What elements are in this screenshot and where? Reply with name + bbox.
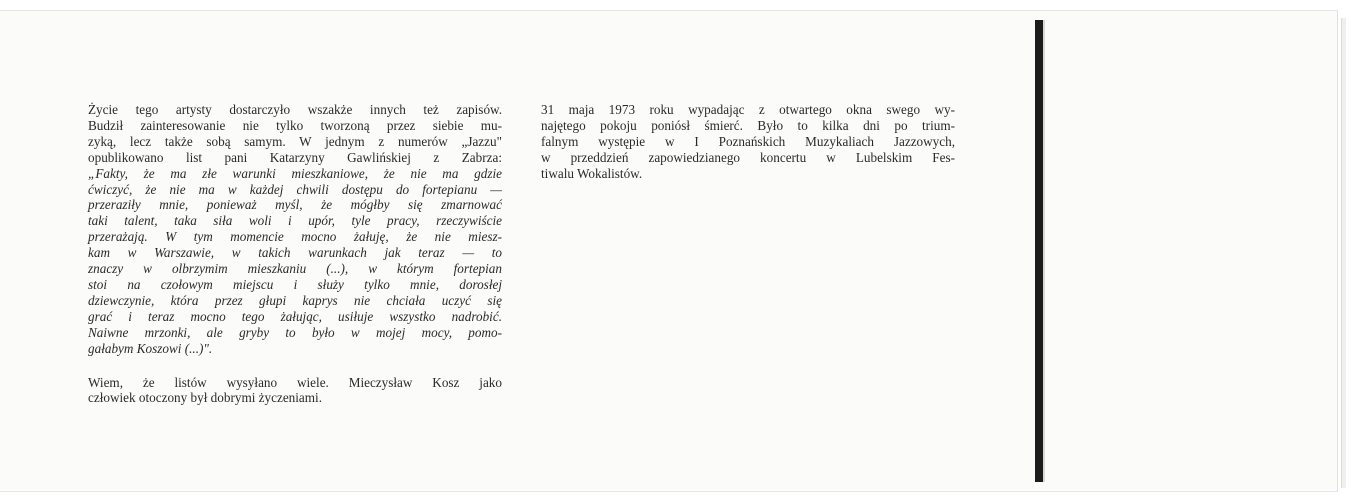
- text-line: w przeddzień zapowiedzianego koncertu w Lubelskim Fes-: [541, 149, 955, 165]
- quote-line: ćwiczyć, że nie ma w każdej chwili dostępu do fortepianu —: [88, 181, 502, 197]
- text-line: człowiek otoczony był dobrymi życzeniami.: [88, 390, 323, 406]
- quote-line: kam w Warszawie, w takich warunkach jak teraz — to: [88, 245, 502, 261]
- left-paragraph-2: [88, 375, 502, 407]
- fold-divider: [1035, 20, 1043, 482]
- text-line: 31 maja 1973 roku wypadając z otwartego okna swego wy-: [541, 102, 955, 117]
- quote-line: grać i teraz mocno tego żałując, usiłuje wszystko nadrobić.: [88, 308, 502, 324]
- text-line: najętego pokoju poniósł śmierć. Było to kilka dni po trium-: [541, 117, 955, 133]
- fold-shadow: [1043, 20, 1045, 482]
- text-line: Budził zainteresowanie nie tylko tworzoną przez siebie mu-: [88, 117, 502, 133]
- left-paragraph-1: [88, 102, 502, 166]
- quote-line: przeraziły mnie, ponieważ myśl, że mógłby się zmarnować: [88, 197, 502, 213]
- paragraph-spacer: [88, 357, 502, 375]
- text-line: opublikowano list pani Katarzyny Gawlińskiej z Zabrza:: [88, 149, 502, 165]
- quote-line: taki talent, taka siła woli i upór, tyle pracy, rzeczywiście: [88, 213, 502, 229]
- text-line: Wiem, że listów wysyłano wiele. Mieczysław Kosz jako: [88, 374, 502, 390]
- quote-line: Naiwne mrzonki, ale gryby to było w mojej mocy, pomo-: [88, 324, 502, 340]
- text-line: Życie tego artysty dostarczyło wszakże innych też zapisów.: [88, 102, 502, 117]
- page-edge: [1341, 18, 1346, 488]
- quoted-letter: [88, 166, 502, 357]
- right-text-column: [541, 102, 955, 182]
- quote-line: znaczy w olbrzymim mieszkaniu (...), w którym fortepian: [88, 261, 502, 277]
- quote-line: gałabym Koszowi (...)".: [88, 340, 213, 356]
- quote-line: dziewczynie, która przez głupi kaprys nie chciała uczyć się: [88, 292, 502, 308]
- quote-line: stoi na czołowym miejscu i służy tylko mnie, dorosłej: [88, 276, 502, 292]
- text-line: zyką, lecz także sobą samym. W jednym z numerów „Jazzu": [88, 133, 502, 149]
- text-line: falnym występie w I Poznańskich Muzykaliach Jazzowych,: [541, 133, 955, 149]
- quote-line: „Fakty, że ma złe warunki mieszkaniowe, że nie ma gdzie: [88, 165, 502, 181]
- right-paragraph-1: [541, 102, 955, 182]
- text-line: tiwalu Wokalistów.: [541, 165, 643, 181]
- quote-line: przerażają. W tym momencie mocno żałuję, że nie miesz-: [88, 229, 502, 245]
- left-text-column: [88, 102, 502, 406]
